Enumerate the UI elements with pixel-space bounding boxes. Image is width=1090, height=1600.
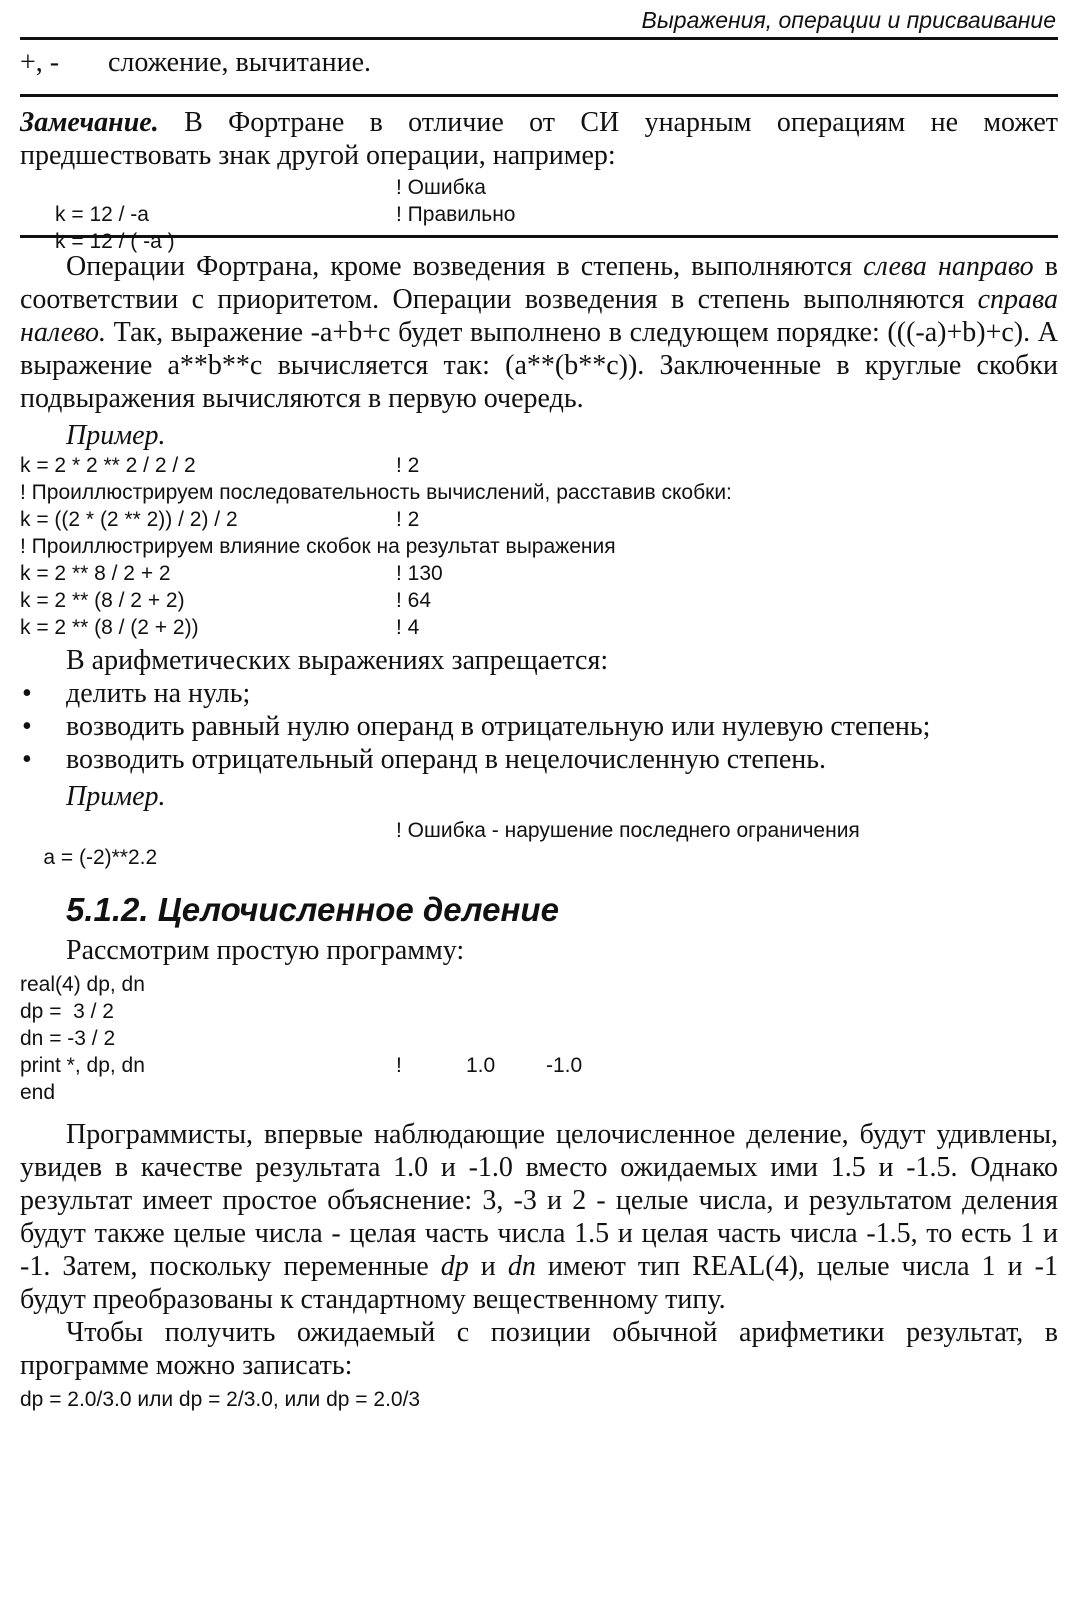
running-head: Выражения, операции и присваивание (20, 0, 1058, 40)
code-comment: ! Ошибка - нарушение последнего ограничения (396, 819, 860, 842)
example-code-line (20, 533, 1058, 560)
paragraph-integer-division (20, 1118, 1058, 1316)
code-comment: ! 130 (396, 562, 443, 585)
bullet: • (22, 678, 32, 709)
example-code-line (20, 560, 1058, 587)
para-text: и (468, 1251, 508, 1282)
code-text: ! Проиллюстрируем последовательность вычислений, расставив скобки: (20, 481, 732, 504)
para-text: Программисты, впервые наблюдающие целочисленное деление, будут удивлены, увидев в качестве результата 1.0 и -1.0 вместо ожидаемых ими 1.5 и -1.5. Однако результат имеет простое объяснение: 3, -3 и 2 - целые числа, и результатом деления будут также целые числа - целая часть числа 1.5 и целая часть числа -1.5, то есть 1 и -1. Затем, поскольку переменные (20, 1119, 1058, 1282)
code-text: a = (-2)**2.2 (43, 846, 158, 869)
example-code-line (20, 587, 1058, 614)
final-code-line: dp = 2.0/3.0 или dp = 2/3.0, или dp = 2.0/3 (20, 1388, 421, 1411)
section-intro: Рассмотрим простую программу: (66, 935, 465, 966)
ops-line (20, 46, 1058, 94)
section-heading: 5.1.2. Целочисленное деление (66, 891, 559, 928)
code-text: k = 2 ** (8 / 2 + 2) (20, 589, 185, 612)
code-text: ! Проиллюстрируем влияние скобок на результат выражения (20, 535, 616, 558)
code-comment: ! 2 (396, 454, 420, 477)
paragraph-expected-result: Чтобы получить ожидаемый с позиции обычной арифметики результат, в программе можно записать: (20, 1317, 1058, 1381)
para-emphasis: справа налево. (20, 284, 1058, 348)
program-listing (20, 971, 1058, 1106)
program-line: real(4) dp, dn (20, 973, 145, 996)
paragraph-operator-order (20, 250, 1058, 415)
restrictions-intro: В арифметических выражениях запрещается: (66, 645, 609, 676)
program-line: end (20, 1081, 56, 1104)
para-text: имеют тип REAL(4), целые числа 1 и -1 будут преобразованы к стандартному вещественному типу. (20, 1251, 1059, 1315)
list-item (20, 710, 1058, 743)
example-code-line (20, 506, 1058, 533)
program-line (20, 1052, 1058, 1079)
para-emphasis: слева направо (863, 251, 1034, 282)
ops-description: сложение, вычитание. (108, 47, 372, 78)
note-code-line-2 (20, 201, 1058, 253)
code-text: k = 12 / ( -a ) (55, 230, 175, 253)
list-item (20, 677, 1058, 710)
restrictions-list (20, 677, 1058, 776)
note-box (20, 97, 1058, 253)
book-page (20, 0, 1058, 1413)
list-item-text: делить на нуль; (66, 678, 251, 709)
example-code-block-1 (20, 452, 1058, 641)
program-output: -1.0 (546, 1054, 583, 1077)
code-text: k = 2 ** 8 / 2 + 2 (20, 562, 171, 585)
code-comment: ! (396, 1054, 402, 1077)
para-text: Операции Фортрана, кроме возведения в степень, выполняются (66, 251, 864, 282)
code-text: k = 2 * 2 ** 2 / 2 / 2 (20, 454, 196, 477)
ops-symbol: +, - (20, 47, 60, 78)
code-comment: ! 64 (396, 589, 432, 612)
code-comment: ! 4 (396, 616, 420, 639)
note-body: В Фортране в отличие от СИ унарным операциям не может предшествовать знак другой операции, например: (20, 107, 1058, 171)
para-text: в соответствии с приоритетом. Операции возведения в степень выполняются (20, 251, 1058, 315)
program-output: 1.0 (466, 1054, 496, 1077)
note-label: Замечание. (20, 107, 159, 138)
code-text: print *, dp, dn (20, 1054, 145, 1077)
variable-name: dn (507, 1251, 536, 1282)
note-bottom-rule (20, 235, 1058, 238)
example-code-line (20, 614, 1058, 641)
bullet: • (22, 711, 32, 742)
example-code-line (20, 479, 1058, 506)
list-item-text: возводить равный нулю операнд в отрицательную или нулевую степень; (66, 711, 931, 742)
example-code-line (20, 452, 1058, 479)
list-item-text: возводить отрицательный операнд в нецелочисленную степень. (66, 744, 827, 775)
bullet: • (22, 744, 32, 775)
program-line: dp = 3 / 2 (20, 1000, 114, 1023)
example-label-2: Пример. (66, 781, 166, 812)
program-line: dn = -3 / 2 (20, 1027, 116, 1050)
code-text: k = ((2 * (2 ** 2)) / 2) / 2 (20, 508, 238, 531)
note-text (20, 106, 1058, 172)
example-label-1: Пример. (66, 420, 166, 451)
variable-name: dp (440, 1251, 469, 1282)
code-text: k = 2 ** (8 / (2 + 2)) (20, 616, 199, 639)
list-item (20, 743, 1058, 776)
code-text: k = 12 / -a (55, 203, 149, 226)
code-comment: ! 2 (396, 508, 420, 531)
para-text: Так, выражение -a+b+c будет выполнено в следующем порядке: (((-a)+b)+c). А выражение a**b**c вычисляется так: (a**(b**c)). Заключенные в круглые скобки подвыражения вычисляются в первую очередь. (20, 317, 1058, 414)
example-code-line-2 (20, 817, 1058, 869)
code-comment: ! Ошибка (396, 176, 486, 199)
code-comment: ! Правильно (396, 203, 516, 226)
